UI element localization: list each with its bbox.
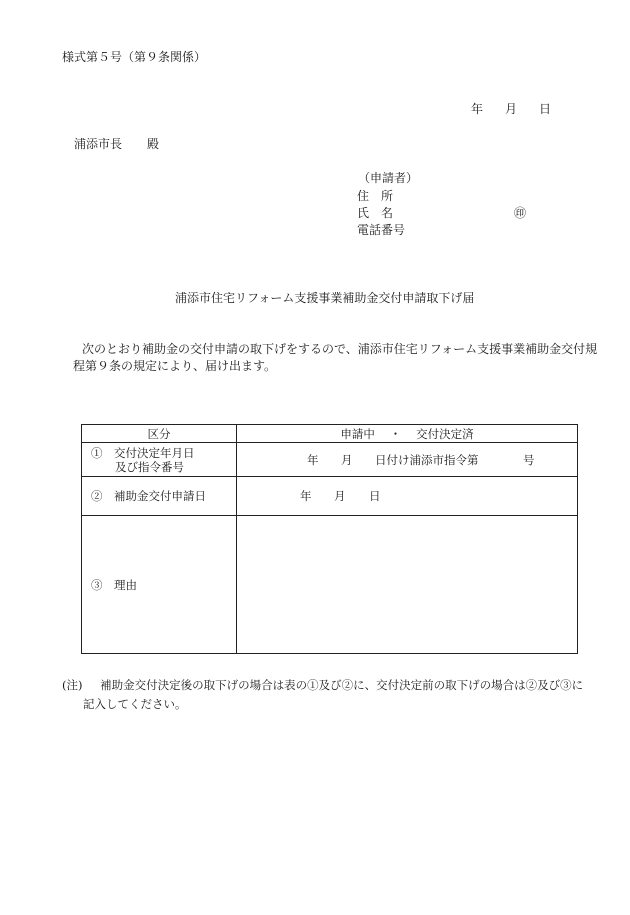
row1-value[interactable]: [237, 443, 578, 477]
row2-day: 日: [369, 489, 381, 503]
row2-month: 月: [334, 489, 346, 503]
row1-day-directive: 日付け浦添市指令第: [375, 453, 479, 467]
status-separator: ・: [389, 426, 402, 441]
row1-label: [82, 443, 237, 477]
addressee-name: 浦添市長: [74, 137, 123, 151]
applicant-heading: （申請者）: [358, 171, 419, 185]
applicant-address-label: 住 所: [357, 189, 394, 203]
row3-label: ③ 理由: [82, 516, 237, 654]
addressee-honorific: 殿: [147, 137, 160, 151]
reason-field[interactable]: [237, 516, 578, 654]
footnote: [62, 676, 592, 714]
row2-value[interactable]: [237, 477, 578, 516]
table-header-row: [82, 425, 578, 443]
applicant-phone-label: 電話番号: [357, 223, 406, 237]
row1-year: 年: [307, 453, 319, 467]
seal-mark: ㊞: [514, 206, 527, 220]
header-status: [237, 425, 578, 443]
applicant-name-label: 氏 名: [357, 206, 394, 220]
row1-label-line2: 及び指令番号: [115, 459, 184, 474]
document-title: 浦添市住宅リフォーム支援事業補助金交付申請取下げ届: [175, 291, 475, 305]
table-row: [82, 443, 578, 477]
footnote-prefix: (注): [62, 678, 83, 692]
form-number: 様式第５号（第９条関係）: [62, 50, 207, 64]
status-decided: 交付決定済: [416, 426, 474, 441]
date-month: 月: [505, 102, 518, 116]
status-applying: 申請中: [340, 426, 375, 441]
footnote-line-2: 記入してください。: [83, 697, 187, 711]
row2-label: ② 補助金交付申請日: [82, 477, 237, 516]
footnote-line-1: 補助金交付決定後の取下げの場合は表の①及び②に、交付決定前の取下げの場合は②及び③に: [100, 678, 584, 692]
withdrawal-table: [81, 424, 578, 654]
table-row: [82, 477, 578, 516]
body-line-2: 程第９条の規定により、届け出ます。: [73, 359, 277, 373]
header-category: 区分: [82, 425, 237, 443]
date-day: 日: [539, 102, 552, 116]
row2-year: 年: [300, 489, 312, 503]
body-line-1: 次のとおり補助金の交付申請の取下げをするので、浦添市住宅リフォーム支援事業補助金交付規: [82, 342, 598, 356]
table-row: [82, 516, 578, 654]
row1-label-line1: ① 交付決定年月日: [91, 445, 195, 460]
date-year: 年: [471, 102, 484, 116]
row1-month: 月: [341, 453, 353, 467]
row1-number: 号: [523, 453, 535, 467]
